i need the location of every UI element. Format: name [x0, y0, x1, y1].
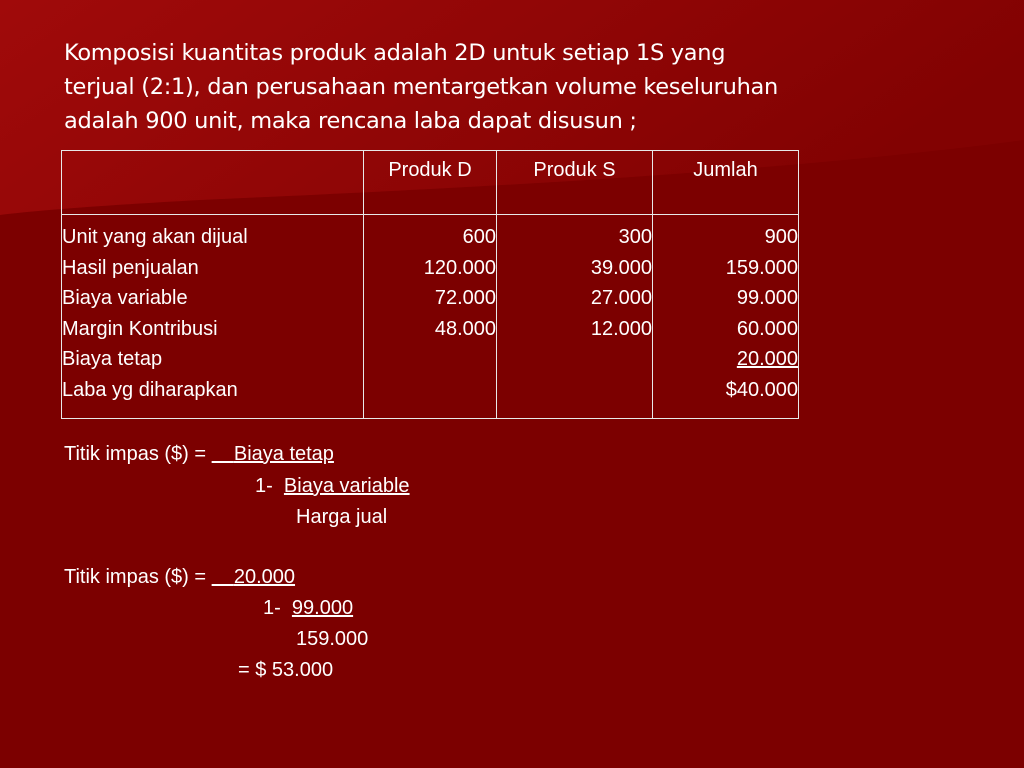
table-header-row [62, 151, 799, 215]
formula1-denominator [255, 474, 410, 498]
formula2-label: Titik impas ($) = [64, 566, 212, 588]
cell-value: 48.000 [434, 317, 496, 340]
formula1-numerator-text: Biaya tetap [233, 443, 334, 465]
cell-value: 159.000 [725, 256, 798, 279]
formula1-inner-numerator: Biaya variable [283, 475, 410, 497]
cell-value: 12.000 [590, 317, 652, 340]
formula2-numerator-text: 20.000 [233, 566, 296, 588]
produk-s-cell [497, 215, 653, 419]
cell-value: 27.000 [590, 287, 652, 309]
row-label: Laba yg diharapkan [62, 378, 238, 401]
formula1-one-minus: 1- [255, 475, 273, 497]
formula1-lhs [64, 442, 334, 466]
cell-value: 120.000 [423, 256, 496, 279]
produk-d-cell [364, 215, 497, 419]
row-label: Unit yang akan dijual [62, 226, 248, 248]
formula1-label: Titik impas ($) = [64, 443, 212, 465]
header-jumlah: Jumlah [653, 151, 799, 215]
cell-value: 600 [462, 226, 496, 248]
header-produk-d: Produk D [364, 151, 497, 215]
cell-value: 60.000 [736, 317, 798, 340]
cell-value: $40.000 [725, 378, 798, 401]
cell-value: 300 [618, 226, 652, 248]
intro-line: adalah 900 unit, maka rencana laba dapat disusun ; [64, 108, 637, 134]
cell-value: 72.000 [434, 287, 496, 309]
intro-line: terjual (2:1), dan perusahaan mentargetkan volume keseluruhan [64, 74, 779, 100]
cell-value: 900 [764, 226, 798, 248]
jumlah-cell [653, 215, 799, 419]
intro-paragraph [64, 36, 944, 138]
formula2-one-minus: 1- [263, 597, 281, 619]
table-body-row [62, 215, 799, 419]
formula2-inner-numerator: 99.000 [291, 597, 354, 619]
fixed-cost-total: 20.000 [736, 348, 798, 370]
intro-line: Komposisi kuantitas produk adalah 2D untuk setiap 1S yang [64, 40, 726, 66]
profit-plan-table [61, 150, 799, 419]
formula1-inner-denominator: Harga jual [296, 506, 388, 528]
header-empty [62, 151, 364, 215]
cell-value: 39.000 [590, 256, 652, 279]
formula2-numerator [212, 566, 295, 588]
row-label: Biaya tetap [62, 348, 163, 370]
row-label: Biaya variable [62, 287, 188, 309]
cell-value: 99.000 [736, 287, 798, 309]
formula2-lhs [64, 565, 295, 589]
cell-value [653, 344, 798, 375]
formula2-result: = $ 53.000 [238, 659, 334, 681]
formula2-inner-denominator: 159.000 [296, 628, 369, 650]
row-label: Hasil penjualan [62, 256, 199, 279]
row-label: Margin Kontribusi [62, 317, 218, 340]
formula1-numerator [212, 443, 334, 465]
row-labels-cell [62, 215, 364, 419]
formula2-denominator [263, 596, 353, 620]
header-produk-s: Produk S [497, 151, 653, 215]
